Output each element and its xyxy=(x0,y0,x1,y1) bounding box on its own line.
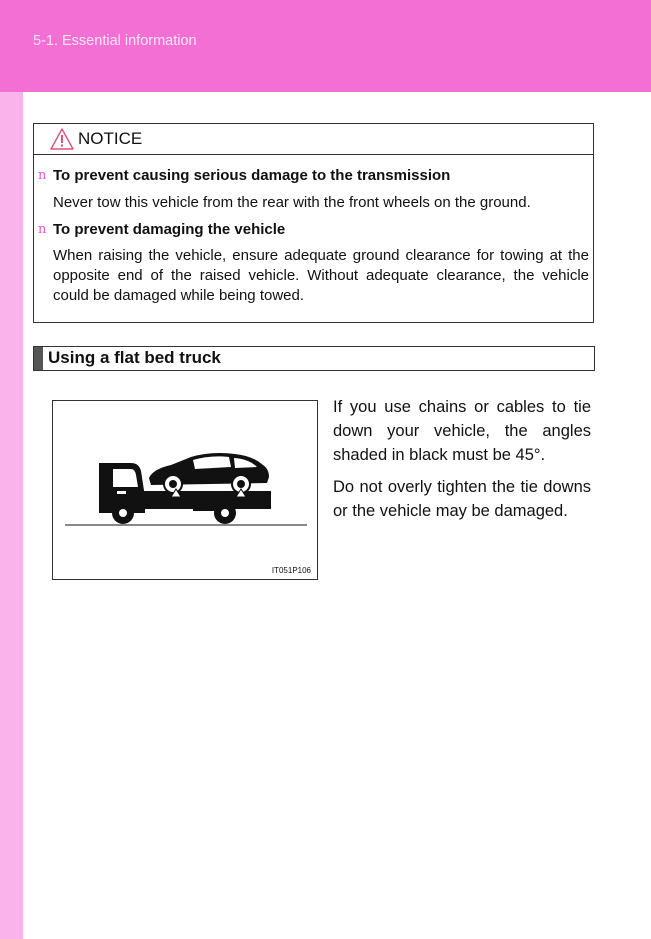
notice-item-heading: To prevent damaging the vehicle xyxy=(53,221,286,238)
notice-item-body: Never tow this vehicle from the rear with the front wheels on the ground. xyxy=(53,194,531,211)
bullet-icon: n xyxy=(38,168,47,183)
body-paragraph: Do not overly tighten the tie downs or the vehicle may be damaged. xyxy=(333,478,591,520)
bullet-icon: n xyxy=(38,222,47,237)
page-side-tab xyxy=(0,92,23,939)
notice-item-body: When raising the vehicle, ensure adequate ground clearance for towing at the opposite end of the raised vehicle. Without adequate clearance, the vehicle could be damaged while being towed. xyxy=(53,247,589,304)
notice-item-heading: To prevent causing serious damage to the transmission xyxy=(53,167,451,184)
body-paragraph: If you use chains or cables to tie down your vehicle, the angles shaded in black must be 45°. xyxy=(333,398,591,464)
section-marker xyxy=(34,347,43,370)
notice-box xyxy=(33,123,594,323)
section-heading xyxy=(33,346,595,371)
section-breadcrumb: 5-1. Essential information xyxy=(33,33,197,49)
section-title: Using a flat bed truck xyxy=(48,348,221,367)
notice-title: NOTICE xyxy=(78,129,143,148)
warning-triangle-icon xyxy=(50,128,74,150)
figure-code: IT051P106 xyxy=(271,566,311,575)
page-header xyxy=(0,0,651,92)
flat-bed-truck-icon xyxy=(53,401,317,579)
illustration-frame xyxy=(52,400,318,580)
notice-header xyxy=(34,124,593,155)
